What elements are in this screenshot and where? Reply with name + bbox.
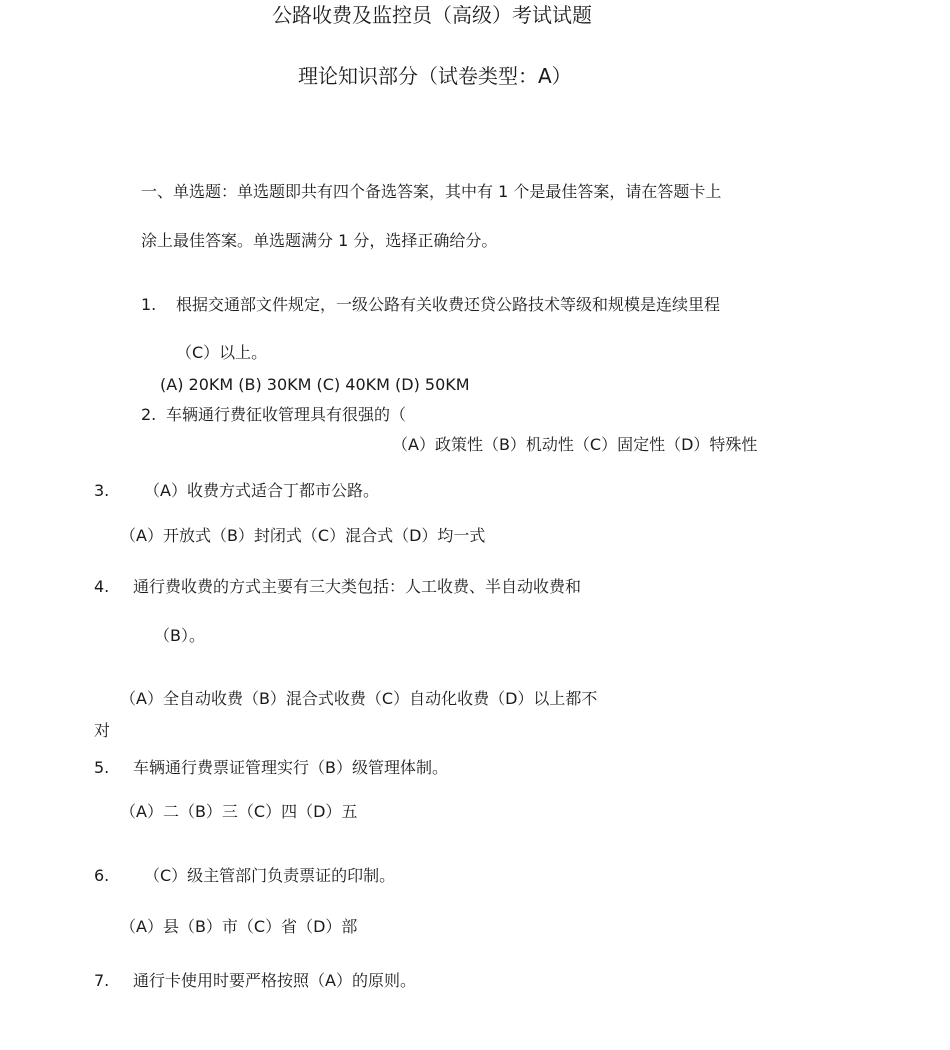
section-intro-line-1: 一、单选题：单选题即共有四个备选答案，其中有 1 个是最佳答案，请在答题卡上: [141, 182, 722, 201]
document-subtitle: 理论知识部分（试卷类型：A）: [298, 64, 572, 88]
question-stem: 车辆通行费票证管理实行（B）级管理体制。: [133, 758, 448, 777]
question-options: （A）二（B）三（C）四（D）五: [120, 802, 358, 821]
question-number: 7.: [94, 971, 110, 990]
document-title: 公路收费及监控员（高级）考试试题: [272, 3, 592, 27]
question-options: (A) 20KM (B) 30KM (C) 40KM (D) 50KM: [160, 375, 470, 394]
question-stem: 车辆通行费征收管理具有很强的（: [166, 405, 407, 424]
question-stem: （C）级主管部门负责票证的印制。: [144, 866, 396, 885]
question-number: 3.: [94, 481, 110, 500]
question-options: （A）全自动收费（B）混合式收费（C）自动化收费（D）以上都不: [120, 689, 598, 708]
question-stem: 通行卡使用时要严格按照（A）的原则。: [133, 971, 416, 990]
question-options: （A）县（B）市（C）省（D）部: [120, 917, 358, 936]
question-number: 5.: [94, 758, 110, 777]
question-stem: 通行费收费的方式主要有三大类包括：人工收费、半自动收费和: [133, 577, 582, 596]
question-number: 4.: [94, 577, 110, 596]
question-number: 6.: [94, 866, 110, 885]
question-options: （A）政策性（B）机动性（C）固定性（D）特殊性: [392, 435, 758, 454]
question-stem: 根据交通部文件规定，一级公路有关收费还贷公路技术等级和规模是连续里程: [176, 295, 721, 314]
question-number: 1.: [141, 295, 157, 314]
question-stem-continued: （B）。: [154, 626, 205, 645]
question-options-wrap: 对: [94, 721, 111, 740]
question-stem-continued: （C）以上。: [176, 343, 268, 362]
question-number: 2.: [141, 405, 157, 424]
question-options: （A）开放式（B）封闭式（C）混合式（D）均一式: [120, 526, 486, 545]
question-stem: （A）收费方式适合丁都市公路。: [144, 481, 379, 500]
section-intro-line-2: 涂上最佳答案。单选题满分 1 分，选择正确给分。: [141, 231, 498, 250]
